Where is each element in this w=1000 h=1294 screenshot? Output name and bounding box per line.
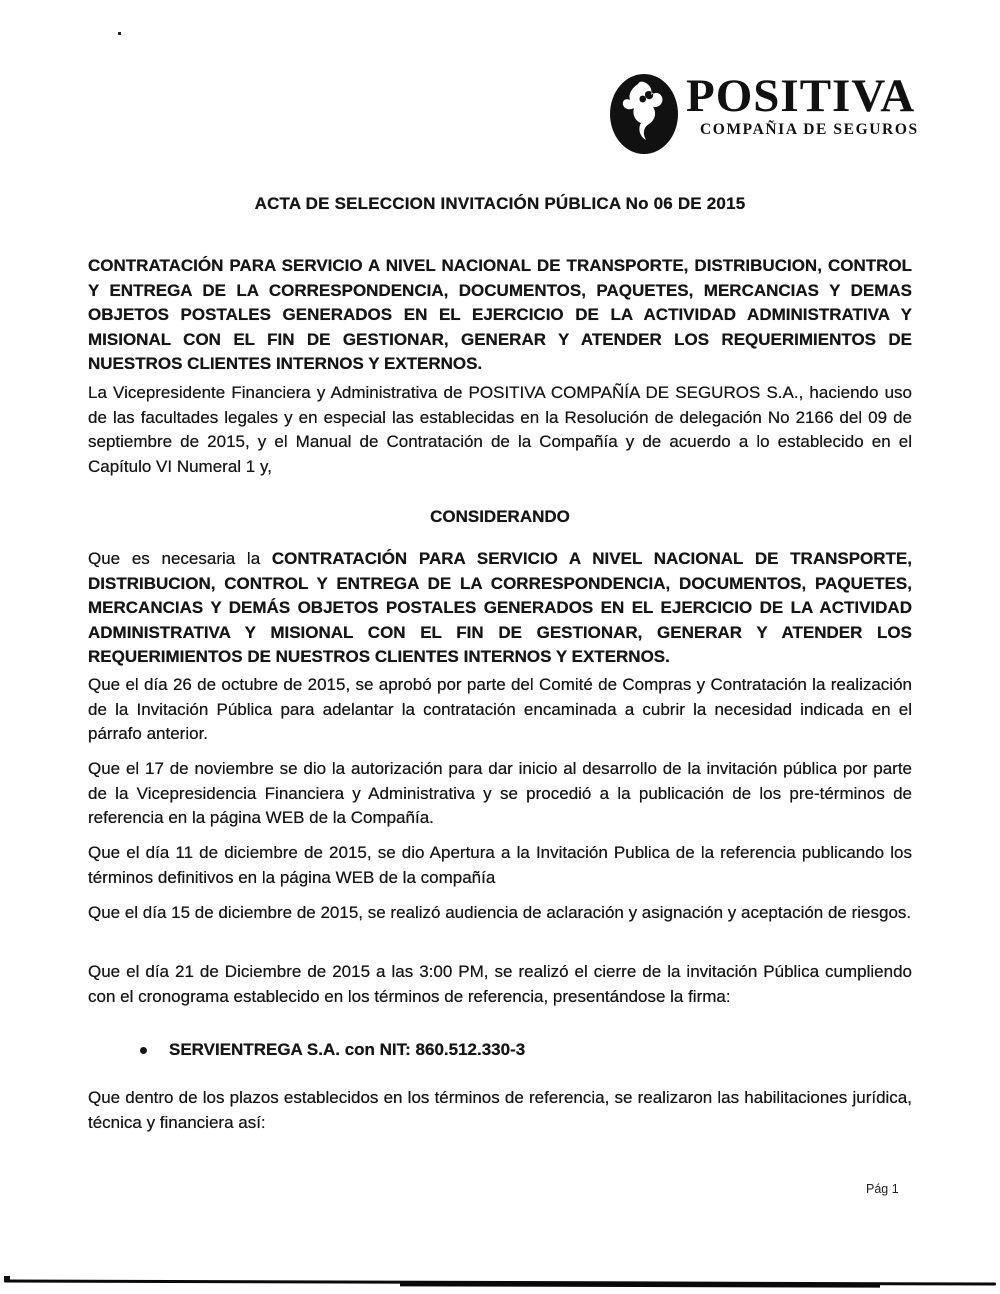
logo-wordmark: POSITIVA <box>686 70 916 122</box>
considerando-bold-text: CONTRATACIÓN PARA SERVICIO A NIVEL NACIONAL DE TRANSPORTE, DISTRIBUCION, CONTROL Y ENTREGA DE LA CORRESPONDENCIA, DOCUMENTOS, PAQUETES, MERCANCIAS Y DEMÁS OBJETOS POSTALES GENERADOS EN EL EJERCICIO DE LA ACTIVIDAD ADMINISTRATIVA Y MISIONAL CON EL FIN DE GESTIONAR, GENERAR Y ATENDER LOS REQUERIMIENTOS DE NUESTROS CLIENTES INTERNOS Y EXTERNOS. <box>88 549 912 666</box>
company-logo <box>608 70 919 155</box>
considerando-heading: CONSIDERANDO <box>430 507 570 526</box>
scan-speck <box>118 32 121 35</box>
page-number: Pág 1 <box>866 1182 899 1196</box>
clause-paragraph-1: Que el día 26 de octubre de 2015, se aprobó por parte del Comité de Compras y Contratación la realización de la Invitación Pública para adelantar la contratación encaminada a cubrir la necesidad indicada en el párrafo anterior. <box>88 675 912 743</box>
clause-paragraph-4: Que el día 15 de diciembre de 2015, se realizó audiencia de aclaración y asignación y aceptación de riesgos. <box>88 903 912 922</box>
logo-text <box>686 72 919 139</box>
logo-subtitle: COMPAÑIA DE SEGUROS <box>700 121 919 138</box>
clause-paragraph-3: Que el día 11 de diciembre de 2015, se dio Apertura a la Invitación Publica de la referencia publicando los términos definitivos en la página WEB de la compañía <box>88 843 912 887</box>
closing-paragraph: Que dentro de los plazos establecidos en los términos de referencia, se realizaron las habilitaciones jurídica, técnica y financiera así: <box>88 1088 912 1132</box>
bullet-icon <box>140 1047 147 1054</box>
clause-paragraph-5: Que el día 21 de Diciembre de 2015 a las 3:00 PM, se realizó el cierre de la invitación Pública cumpliendo con el cronograma establecido en los términos de referencia, presentándose la firma: <box>88 962 912 1006</box>
subject-paragraph: CONTRATACIÓN PARA SERVICIO A NIVEL NACIONAL DE TRANSPORTE, DISTRIBUCION, CONTROL Y ENTREGA DE LA CORRESPONDENCIA, DOCUMENTOS, PAQUETES, MERCANCIAS Y DEMAS OBJETOS POSTALES GENERADOS EN EL EJERCICIO DE LA ACTIVIDAD ADMINISTRATIVA Y MISIONAL CON EL FIN DE GESTIONAR, GENERAR Y ATENDER LOS REQUERIMIENTOS DE NUESTROS CLIENTES INTERNOS Y EXTERNOS. <box>88 256 912 373</box>
clause-paragraph-2: Que el 17 de noviembre se dio la autorización para dar inicio al desarrollo de la invitación pública por parte de la Vicepresidencia Financiera y Administrativa y se procedió a la publicación de los pre-términos de referencia en la página WEB de la Compañía. <box>88 759 912 827</box>
intro-paragraph: La Vicepresidente Financiera y Administrativa de POSITIVA COMPAÑÍA DE SEGUROS S.A., haciendo uso de las facultades legales y en especial las establecidas en la Resolución de delegación No 2166 del 09 de septiembre de 2015, y el Manual de Contratación de la Compañía y de acuerdo a lo establecido en el Capítulo VI Numeral 1 y, <box>88 383 912 476</box>
considerando-paragraph <box>88 547 912 670</box>
positiva-emblem-icon <box>608 72 680 156</box>
document-title: ACTA DE SELECCION INVITACIÓN PÚBLICA No 06 DE 2015 <box>254 194 746 213</box>
bidder-name: SERVIENTREGA S.A. con NIT: 860.512.330-3 <box>169 1040 526 1059</box>
scan-artifact-line-thick <box>400 1281 880 1287</box>
considerando-intro-text: Que es necesaria la <box>88 549 272 568</box>
bidder-bullet-item <box>140 1040 525 1060</box>
